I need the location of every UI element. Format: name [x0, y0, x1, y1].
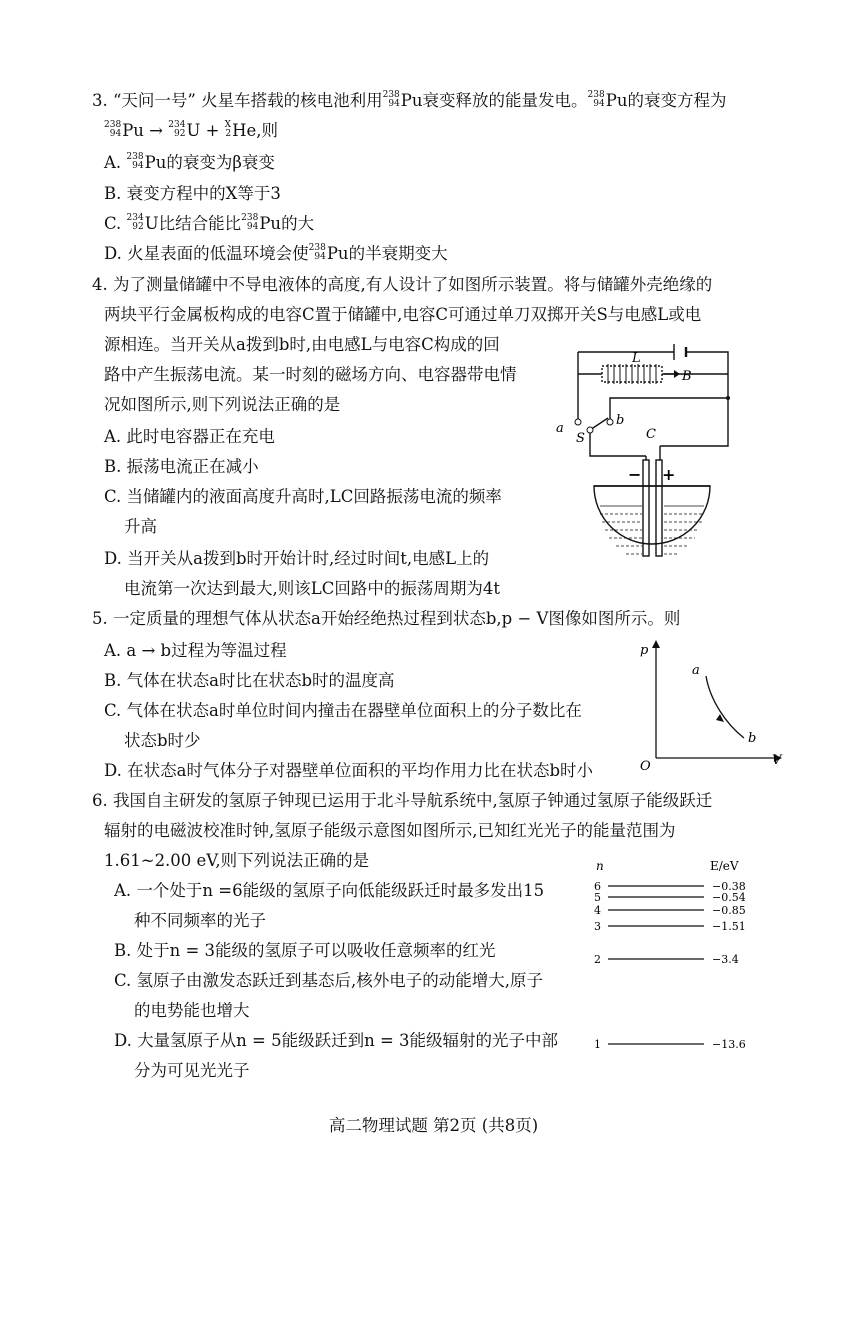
energy-level-diagram: [588, 856, 768, 1064]
atomic-number: 94: [109, 128, 122, 139]
mass-number: 238: [308, 242, 326, 253]
nuclide-pu: [309, 243, 349, 265]
level-n: 1: [594, 1038, 601, 1051]
q5-option-a[interactable]: A. a → b过程为等温过程: [104, 641, 287, 660]
symbol: Pu: [144, 153, 167, 172]
q4-line4: 路中产生振荡电流。某一时刻的磁场方向、电容器带电情: [104, 365, 517, 384]
label-a: a: [556, 421, 564, 436]
q5-option-b[interactable]: B. 气体在状态a时比在状态b时的温度高: [104, 671, 395, 690]
atomic-number: 94: [388, 98, 400, 109]
mass-number: 238: [241, 212, 259, 223]
nuclide-pu: [588, 90, 628, 112]
tank-outline: [594, 486, 710, 544]
label-n: n: [596, 859, 604, 873]
mass-number: 238: [126, 151, 144, 162]
q3-stem: [92, 90, 726, 112]
mass-number: 234: [126, 212, 144, 223]
q3-option-d[interactable]: [104, 243, 448, 265]
q4-line2: 两块平行金属板构成的电容C置于储罐中,电容C可通过单刀双掷开关S与电感L或电: [104, 305, 702, 324]
nuclide-pu: [383, 90, 423, 112]
terminal-b: [607, 419, 613, 425]
lc-circuit-figure: [550, 338, 750, 570]
nuclide-u: [127, 213, 159, 235]
option-label: C.: [104, 214, 122, 233]
pv-diagram: [636, 638, 786, 770]
terminal-a: [575, 419, 581, 425]
q6-option-c[interactable]: C. 氢原子由激发态跃迁到基态后,核外电子的动能增大,原子: [114, 971, 544, 990]
q6-option-a-cont: 种不同频率的光子: [134, 911, 266, 930]
mass-number: 234: [168, 119, 186, 130]
level-n: 5: [594, 891, 601, 904]
level-n: 2: [594, 953, 601, 966]
label-O: O: [640, 759, 651, 770]
terminal-s: [587, 427, 593, 433]
page-footer: 高二物理试题 第2页 (共8页): [328, 1116, 539, 1135]
atomic-number: 94: [314, 251, 326, 262]
liquid-level: [600, 506, 704, 554]
q4-option-c[interactable]: C. 当储罐内的液面高度升高时,LC回路振荡电流的频率: [104, 487, 502, 506]
q3-stem-a: 3. “天问一号” 火星车搭载的核电池利用: [92, 91, 383, 110]
symbol: He: [232, 121, 257, 140]
option-text: 的衰变为β衰变: [166, 153, 275, 172]
symbol: Pu: [259, 214, 282, 233]
level-energy: −1.51: [712, 920, 746, 933]
nuclide-he: [225, 120, 257, 142]
label-state-b: b: [748, 731, 757, 746]
q6-option-b[interactable]: B. 处于n = 3能级的氢原子可以吸收任意频率的红光: [114, 941, 496, 960]
atomic-number: 92: [173, 128, 186, 139]
label-B: B: [682, 369, 692, 384]
levels-group: [594, 880, 746, 1051]
q3-eq-tail: ,则: [256, 121, 278, 140]
q3-equation: [104, 120, 278, 142]
nuclide-pu: [104, 120, 144, 142]
q4-option-a[interactable]: A. 此时电容器正在充电: [104, 427, 275, 446]
level-energy: −0.85: [712, 904, 746, 917]
mass-number: 238: [104, 119, 122, 130]
option-label: A.: [104, 153, 122, 172]
mass-number: X: [224, 119, 232, 130]
reaction-arrow: →: [149, 121, 163, 140]
label-C: C: [646, 427, 656, 442]
label-b: b: [616, 413, 625, 428]
q6-option-c-cont: 的电势能也增大: [134, 1001, 250, 1020]
nuclide-pu: [241, 213, 281, 235]
label-minus: −: [628, 465, 642, 484]
q3-option-b[interactable]: B. 衰变方程中的X等于3: [104, 184, 281, 203]
label-L: L: [632, 351, 641, 366]
wire: [660, 398, 728, 446]
symbol: U: [186, 121, 201, 140]
plus-sign: +: [205, 121, 220, 140]
q4-line1: 4. 为了测量储罐中不导电液体的高度,有人设计了如图所示装置。将与储罐外壳绝缘的: [92, 275, 713, 294]
symbol: Pu: [122, 121, 144, 140]
option-text: 的大: [281, 214, 315, 233]
p-axis-arrow: [652, 640, 660, 648]
nuclide-u: [168, 120, 200, 142]
q6-option-a[interactable]: A. 一个处于n =6能级的氢原子向低能级跃迁时最多发出15: [114, 881, 545, 900]
label-state-a: a: [692, 663, 700, 678]
atomic-number: 94: [246, 221, 259, 232]
q5-line1: 5. 一定质量的理想气体从状态a开始经绝热过程到状态b,p − V图像如图所示。则: [92, 609, 681, 628]
symbol: Pu: [605, 91, 628, 110]
q6-line1: 6. 我国自主研发的氢原子钟现已运用于北斗导航系统中,氢原子钟通过氢原子能级跃迁: [92, 791, 713, 810]
q3-stem-c: 的衰变方程为: [627, 91, 727, 110]
wire: [610, 398, 728, 422]
option-text: 比结合能比: [158, 214, 242, 233]
q5-option-c[interactable]: C. 气体在状态a时单位时间内撞击在器壁单位面积上的分子数比在: [104, 701, 582, 720]
symbol: Pu: [400, 91, 423, 110]
wire: [590, 430, 646, 456]
mass-number: 238: [587, 89, 605, 100]
q4-line5: 况如图所示,则下列说法正确的是: [104, 395, 341, 414]
q6-option-d-cont: 分为可见光光子: [134, 1061, 250, 1080]
b-arrow-head: [674, 370, 680, 378]
level-n: 6: [594, 880, 601, 893]
label-energy-unit: E/eV: [710, 859, 739, 873]
atomic-number: 92: [132, 221, 144, 232]
label-V: V: [772, 753, 782, 768]
q6-line2: 辐射的电磁波校准时钟,氢原子能级示意图如图所示,已知红光光子的能量范围为: [104, 821, 676, 840]
atomic-number: 94: [593, 98, 605, 109]
mass-number: 238: [382, 89, 400, 100]
junction: [726, 396, 730, 400]
q4-option-d[interactable]: D. 当开关从a拨到b时开始计时,经过时间t,电感L上的: [104, 549, 490, 568]
atomic-number: 94: [132, 160, 144, 171]
label-S: S: [576, 431, 585, 446]
atomic-number: 2: [225, 128, 232, 139]
q6-line3: 1.61~2.00 eV,则下列说法正确的是: [104, 851, 370, 870]
q3-option-a[interactable]: [104, 152, 275, 174]
level-energy: −0.38: [712, 880, 746, 893]
level-energy: −13.6: [712, 1038, 746, 1051]
q3-stem-b: 衰变释放的能量发电。: [422, 91, 588, 110]
option-text: 的半衰期变大: [348, 244, 448, 263]
q4-option-c-cont: 升高: [124, 517, 157, 536]
q3-option-c[interactable]: [104, 213, 314, 235]
q4-option-b[interactable]: B. 振荡电流正在减小: [104, 457, 259, 476]
q5-option-c-cont: 状态b时少: [124, 731, 201, 750]
label-plus: +: [662, 465, 676, 484]
nuclide-pu: [126, 152, 166, 174]
capacitor-plate-left: [643, 460, 649, 556]
level-n: 3: [594, 920, 601, 933]
symbol: U: [144, 214, 159, 233]
symbol: Pu: [326, 244, 349, 263]
label-p: p: [640, 643, 649, 658]
level-energy: −3.4: [712, 953, 739, 966]
wire: [686, 352, 728, 398]
adiabatic-curve: [706, 676, 744, 738]
q4-line3: 源相连。当开关从a拨到b时,由电感L与电容C构成的回: [104, 335, 500, 354]
q5-option-d[interactable]: D. 在状态a时气体分子对器壁单位面积的平均作用力比在状态b时小: [104, 761, 594, 780]
level-energy: −0.54: [712, 891, 746, 904]
q6-option-d[interactable]: D. 大量氢原子从n = 5能级跃迁到n = 3能级辐射的光子中部: [114, 1031, 559, 1050]
option-text: D. 火星表面的低温环境会使: [104, 244, 309, 263]
q4-option-d-cont: 电流第一次达到最大,则该LC回路中的振荡周期为4t: [124, 579, 500, 598]
level-n: 4: [594, 904, 601, 917]
inductor-coil: [608, 364, 656, 384]
